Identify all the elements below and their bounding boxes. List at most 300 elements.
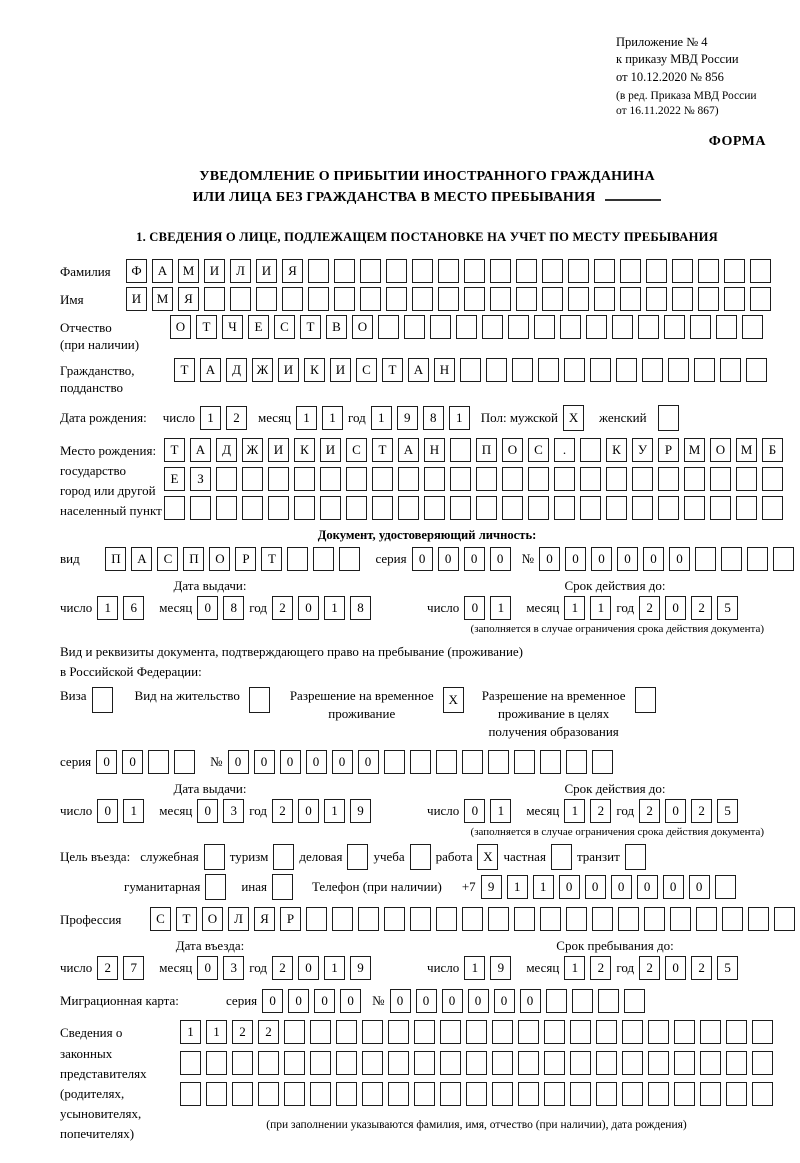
form-cell[interactable]: 2 bbox=[226, 406, 247, 430]
form-cell[interactable]: 0 bbox=[390, 989, 411, 1013]
form-cell[interactable] bbox=[544, 1020, 565, 1044]
form-cell[interactable] bbox=[568, 287, 589, 311]
form-cell[interactable] bbox=[534, 315, 555, 339]
form-cell[interactable]: 0 bbox=[288, 989, 309, 1013]
form-cell[interactable] bbox=[204, 287, 225, 311]
form-cell[interactable] bbox=[502, 496, 523, 520]
form-cell[interactable] bbox=[230, 287, 251, 311]
form-cell[interactable]: 3 bbox=[223, 799, 244, 823]
form-cell[interactable]: Т bbox=[164, 438, 185, 462]
form-cell[interactable] bbox=[544, 1082, 565, 1106]
form-cell[interactable] bbox=[242, 467, 263, 491]
form-cell[interactable] bbox=[388, 1082, 409, 1106]
form-cell[interactable]: 0 bbox=[122, 750, 143, 774]
form-cell[interactable] bbox=[488, 750, 509, 774]
form-cell[interactable]: 1 bbox=[464, 956, 485, 980]
temp-residence-education-checkbox[interactable] bbox=[635, 687, 656, 713]
form-cell[interactable] bbox=[216, 496, 237, 520]
form-cell[interactable]: 0 bbox=[689, 875, 710, 899]
form-cell[interactable] bbox=[412, 259, 433, 283]
form-cell[interactable] bbox=[750, 287, 771, 311]
form-cell[interactable] bbox=[596, 1051, 617, 1075]
form-cell[interactable] bbox=[624, 989, 645, 1013]
form-cell[interactable] bbox=[464, 287, 485, 311]
form-cell[interactable]: 0 bbox=[520, 989, 541, 1013]
form-cell[interactable]: Т bbox=[372, 438, 393, 462]
purpose-tourism-checkbox[interactable] bbox=[273, 844, 294, 870]
form-cell[interactable] bbox=[646, 287, 667, 311]
form-cell[interactable]: 2 bbox=[691, 596, 712, 620]
form-cell[interactable] bbox=[424, 467, 445, 491]
form-cell[interactable]: 1 bbox=[324, 596, 345, 620]
form-cell[interactable]: С bbox=[356, 358, 377, 382]
form-cell[interactable]: И bbox=[278, 358, 299, 382]
form-cell[interactable] bbox=[648, 1020, 669, 1044]
form-cell[interactable] bbox=[284, 1082, 305, 1106]
form-cell[interactable]: 9 bbox=[481, 875, 502, 899]
form-cell[interactable] bbox=[742, 315, 763, 339]
form-cell[interactable]: М bbox=[736, 438, 757, 462]
form-cell[interactable] bbox=[436, 750, 457, 774]
form-cell[interactable] bbox=[700, 1082, 721, 1106]
form-cell[interactable] bbox=[570, 1051, 591, 1075]
form-cell[interactable]: А bbox=[190, 438, 211, 462]
form-cell[interactable]: Л bbox=[230, 259, 251, 283]
form-cell[interactable]: А bbox=[398, 438, 419, 462]
form-cell[interactable] bbox=[720, 358, 741, 382]
form-cell[interactable] bbox=[414, 1051, 435, 1075]
form-cell[interactable] bbox=[518, 1082, 539, 1106]
form-cell[interactable] bbox=[438, 287, 459, 311]
form-cell[interactable]: 1 bbox=[371, 406, 392, 430]
form-cell[interactable]: 2 bbox=[590, 956, 611, 980]
form-cell[interactable] bbox=[580, 496, 601, 520]
form-cell[interactable] bbox=[518, 1051, 539, 1075]
form-cell[interactable]: 1 bbox=[324, 956, 345, 980]
form-cell[interactable] bbox=[724, 259, 745, 283]
form-cell[interactable]: 0 bbox=[559, 875, 580, 899]
form-cell[interactable] bbox=[360, 259, 381, 283]
form-cell[interactable] bbox=[258, 1082, 279, 1106]
form-cell[interactable] bbox=[690, 315, 711, 339]
residence-checkbox[interactable] bbox=[249, 687, 270, 713]
form-cell[interactable] bbox=[554, 467, 575, 491]
form-cell[interactable]: 1 bbox=[206, 1020, 227, 1044]
form-cell[interactable] bbox=[294, 467, 315, 491]
form-cell[interactable] bbox=[310, 1020, 331, 1044]
form-cell[interactable]: 0 bbox=[464, 547, 485, 571]
form-cell[interactable]: 1 bbox=[296, 406, 317, 430]
form-cell[interactable]: П bbox=[476, 438, 497, 462]
form-cell[interactable]: 6 bbox=[123, 596, 144, 620]
form-cell[interactable] bbox=[313, 547, 334, 571]
form-cell[interactable] bbox=[287, 547, 308, 571]
form-cell[interactable]: 0 bbox=[663, 875, 684, 899]
form-cell[interactable] bbox=[774, 907, 795, 931]
form-cell[interactable] bbox=[674, 1051, 695, 1075]
form-cell[interactable]: 2 bbox=[639, 799, 660, 823]
form-cell[interactable]: 0 bbox=[332, 750, 353, 774]
form-cell[interactable]: 0 bbox=[298, 596, 319, 620]
form-cell[interactable]: А bbox=[408, 358, 429, 382]
form-cell[interactable]: 0 bbox=[611, 875, 632, 899]
form-cell[interactable]: 2 bbox=[639, 596, 660, 620]
form-cell[interactable]: 0 bbox=[228, 750, 249, 774]
form-cell[interactable]: К bbox=[294, 438, 315, 462]
form-cell[interactable]: 2 bbox=[691, 799, 712, 823]
form-cell[interactable] bbox=[486, 358, 507, 382]
form-cell[interactable]: 0 bbox=[669, 547, 690, 571]
form-cell[interactable]: 8 bbox=[423, 406, 444, 430]
form-cell[interactable]: Д bbox=[226, 358, 247, 382]
form-cell[interactable] bbox=[590, 358, 611, 382]
form-cell[interactable] bbox=[450, 467, 471, 491]
form-cell[interactable]: Я bbox=[282, 259, 303, 283]
visa-checkbox[interactable] bbox=[92, 687, 113, 713]
form-cell[interactable] bbox=[466, 1082, 487, 1106]
form-cell[interactable]: 1 bbox=[564, 956, 585, 980]
form-cell[interactable]: 0 bbox=[306, 750, 327, 774]
form-cell[interactable] bbox=[560, 315, 581, 339]
form-cell[interactable] bbox=[750, 259, 771, 283]
form-cell[interactable]: И bbox=[330, 358, 351, 382]
form-cell[interactable] bbox=[384, 750, 405, 774]
form-cell[interactable] bbox=[592, 750, 613, 774]
form-cell[interactable] bbox=[466, 1051, 487, 1075]
form-cell[interactable] bbox=[436, 907, 457, 931]
form-cell[interactable] bbox=[716, 315, 737, 339]
form-cell[interactable] bbox=[632, 496, 653, 520]
form-cell[interactable] bbox=[398, 496, 419, 520]
form-cell[interactable]: 0 bbox=[464, 799, 485, 823]
form-cell[interactable] bbox=[466, 1020, 487, 1044]
form-cell[interactable]: 0 bbox=[539, 547, 560, 571]
form-cell[interactable]: К bbox=[304, 358, 325, 382]
form-cell[interactable]: Я bbox=[178, 287, 199, 311]
form-cell[interactable] bbox=[516, 287, 537, 311]
form-cell[interactable]: 1 bbox=[123, 799, 144, 823]
form-cell[interactable] bbox=[512, 358, 533, 382]
form-cell[interactable] bbox=[372, 496, 393, 520]
form-cell[interactable] bbox=[294, 496, 315, 520]
form-cell[interactable] bbox=[268, 467, 289, 491]
form-cell[interactable] bbox=[664, 315, 685, 339]
form-cell[interactable] bbox=[332, 907, 353, 931]
form-cell[interactable] bbox=[721, 547, 742, 571]
form-cell[interactable] bbox=[386, 287, 407, 311]
form-cell[interactable]: Д bbox=[216, 438, 237, 462]
form-cell[interactable] bbox=[638, 315, 659, 339]
form-cell[interactable] bbox=[773, 547, 794, 571]
form-cell[interactable] bbox=[596, 1020, 617, 1044]
form-cell[interactable] bbox=[540, 750, 561, 774]
form-cell[interactable]: Н bbox=[434, 358, 455, 382]
form-cell[interactable]: А bbox=[200, 358, 221, 382]
form-cell[interactable] bbox=[460, 358, 481, 382]
form-cell[interactable] bbox=[762, 467, 783, 491]
form-cell[interactable]: 1 bbox=[97, 596, 118, 620]
form-cell[interactable] bbox=[594, 259, 615, 283]
form-cell[interactable]: 9 bbox=[350, 799, 371, 823]
form-cell[interactable]: 1 bbox=[564, 596, 585, 620]
form-cell[interactable]: О bbox=[502, 438, 523, 462]
form-cell[interactable] bbox=[596, 1082, 617, 1106]
form-cell[interactable]: 0 bbox=[416, 989, 437, 1013]
form-cell[interactable] bbox=[598, 989, 619, 1013]
form-cell[interactable]: 0 bbox=[468, 989, 489, 1013]
form-cell[interactable]: 9 bbox=[397, 406, 418, 430]
form-cell[interactable] bbox=[580, 438, 601, 462]
form-cell[interactable] bbox=[388, 1051, 409, 1075]
form-cell[interactable]: 3 bbox=[223, 956, 244, 980]
form-cell[interactable] bbox=[674, 1082, 695, 1106]
form-cell[interactable] bbox=[310, 1051, 331, 1075]
form-cell[interactable]: Б bbox=[762, 438, 783, 462]
form-cell[interactable] bbox=[684, 496, 705, 520]
form-cell[interactable] bbox=[658, 467, 679, 491]
form-cell[interactable] bbox=[566, 907, 587, 931]
form-cell[interactable]: 1 bbox=[324, 799, 345, 823]
form-cell[interactable] bbox=[684, 467, 705, 491]
form-cell[interactable]: Е bbox=[164, 467, 185, 491]
form-cell[interactable]: 0 bbox=[197, 956, 218, 980]
form-cell[interactable]: 2 bbox=[232, 1020, 253, 1044]
form-cell[interactable] bbox=[554, 496, 575, 520]
form-cell[interactable] bbox=[492, 1082, 513, 1106]
form-cell[interactable] bbox=[528, 467, 549, 491]
form-cell[interactable]: И bbox=[126, 287, 147, 311]
form-cell[interactable] bbox=[622, 1082, 643, 1106]
form-cell[interactable]: 0 bbox=[96, 750, 117, 774]
form-cell[interactable] bbox=[528, 496, 549, 520]
form-cell[interactable]: 0 bbox=[494, 989, 515, 1013]
form-cell[interactable] bbox=[386, 259, 407, 283]
form-cell[interactable] bbox=[570, 1082, 591, 1106]
form-cell[interactable] bbox=[180, 1051, 201, 1075]
temp-residence-checkbox[interactable]: X bbox=[443, 687, 464, 713]
form-cell[interactable]: И bbox=[320, 438, 341, 462]
purpose-humanitarian-checkbox[interactable] bbox=[205, 874, 226, 900]
form-cell[interactable]: С bbox=[346, 438, 367, 462]
form-cell[interactable] bbox=[542, 287, 563, 311]
form-cell[interactable]: 0 bbox=[617, 547, 638, 571]
form-cell[interactable] bbox=[282, 287, 303, 311]
form-cell[interactable] bbox=[180, 1082, 201, 1106]
form-cell[interactable]: 9 bbox=[350, 956, 371, 980]
form-cell[interactable] bbox=[336, 1020, 357, 1044]
form-cell[interactable]: У bbox=[632, 438, 653, 462]
sex-female-checkbox[interactable] bbox=[658, 405, 679, 431]
form-cell[interactable] bbox=[346, 496, 367, 520]
form-cell[interactable]: 5 bbox=[717, 596, 738, 620]
form-cell[interactable]: 0 bbox=[637, 875, 658, 899]
form-cell[interactable]: Я bbox=[254, 907, 275, 931]
form-cell[interactable]: 2 bbox=[272, 799, 293, 823]
form-cell[interactable]: З bbox=[190, 467, 211, 491]
form-cell[interactable]: Н bbox=[424, 438, 445, 462]
form-cell[interactable] bbox=[606, 467, 627, 491]
form-cell[interactable]: 0 bbox=[665, 799, 686, 823]
form-cell[interactable]: С bbox=[157, 547, 178, 571]
form-cell[interactable]: 5 bbox=[717, 956, 738, 980]
form-cell[interactable]: И bbox=[268, 438, 289, 462]
form-cell[interactable] bbox=[334, 259, 355, 283]
form-cell[interactable]: Т bbox=[261, 547, 282, 571]
form-cell[interactable] bbox=[620, 287, 641, 311]
form-cell[interactable] bbox=[476, 467, 497, 491]
form-cell[interactable]: 1 bbox=[533, 875, 554, 899]
form-cell[interactable]: 0 bbox=[643, 547, 664, 571]
form-cell[interactable] bbox=[490, 259, 511, 283]
form-cell[interactable] bbox=[508, 315, 529, 339]
form-cell[interactable] bbox=[632, 467, 653, 491]
form-cell[interactable] bbox=[424, 496, 445, 520]
form-cell[interactable] bbox=[546, 989, 567, 1013]
form-cell[interactable] bbox=[284, 1051, 305, 1075]
form-cell[interactable] bbox=[372, 467, 393, 491]
form-cell[interactable] bbox=[308, 259, 329, 283]
form-cell[interactable] bbox=[672, 259, 693, 283]
form-cell[interactable]: О bbox=[710, 438, 731, 462]
form-cell[interactable] bbox=[362, 1082, 383, 1106]
form-cell[interactable]: 1 bbox=[180, 1020, 201, 1044]
form-cell[interactable] bbox=[726, 1082, 747, 1106]
form-cell[interactable]: О bbox=[352, 315, 373, 339]
form-cell[interactable]: 1 bbox=[564, 799, 585, 823]
form-cell[interactable] bbox=[748, 907, 769, 931]
form-cell[interactable]: Е bbox=[248, 315, 269, 339]
form-cell[interactable]: 0 bbox=[665, 956, 686, 980]
form-cell[interactable] bbox=[544, 1051, 565, 1075]
form-cell[interactable] bbox=[464, 259, 485, 283]
form-cell[interactable] bbox=[724, 287, 745, 311]
form-cell[interactable] bbox=[514, 907, 535, 931]
form-cell[interactable]: 0 bbox=[298, 799, 319, 823]
form-cell[interactable] bbox=[672, 287, 693, 311]
form-cell[interactable] bbox=[482, 315, 503, 339]
form-cell[interactable] bbox=[308, 287, 329, 311]
form-cell[interactable] bbox=[306, 907, 327, 931]
form-cell[interactable] bbox=[440, 1051, 461, 1075]
form-cell[interactable]: 1 bbox=[449, 406, 470, 430]
form-cell[interactable] bbox=[242, 496, 263, 520]
form-cell[interactable] bbox=[362, 1051, 383, 1075]
form-cell[interactable]: Ж bbox=[242, 438, 263, 462]
form-cell[interactable] bbox=[752, 1020, 773, 1044]
form-cell[interactable] bbox=[232, 1082, 253, 1106]
sex-male-checkbox[interactable]: X bbox=[563, 405, 584, 431]
form-cell[interactable] bbox=[658, 496, 679, 520]
form-cell[interactable]: 0 bbox=[412, 547, 433, 571]
form-cell[interactable]: 2 bbox=[691, 956, 712, 980]
form-cell[interactable]: Р bbox=[235, 547, 256, 571]
form-cell[interactable] bbox=[410, 750, 431, 774]
form-cell[interactable] bbox=[462, 907, 483, 931]
form-cell[interactable]: 1 bbox=[490, 596, 511, 620]
form-cell[interactable]: Т bbox=[196, 315, 217, 339]
form-cell[interactable]: 0 bbox=[490, 547, 511, 571]
form-cell[interactable]: 0 bbox=[442, 989, 463, 1013]
form-cell[interactable]: 2 bbox=[97, 956, 118, 980]
form-cell[interactable] bbox=[586, 315, 607, 339]
form-cell[interactable]: А bbox=[131, 547, 152, 571]
form-cell[interactable] bbox=[668, 358, 689, 382]
form-cell[interactable] bbox=[414, 1020, 435, 1044]
form-cell[interactable]: 2 bbox=[272, 596, 293, 620]
form-cell[interactable] bbox=[284, 1020, 305, 1044]
form-cell[interactable] bbox=[618, 907, 639, 931]
form-cell[interactable] bbox=[456, 315, 477, 339]
form-cell[interactable] bbox=[492, 1020, 513, 1044]
form-cell[interactable]: Т bbox=[300, 315, 321, 339]
form-cell[interactable] bbox=[346, 467, 367, 491]
form-cell[interactable]: 0 bbox=[358, 750, 379, 774]
form-cell[interactable]: 2 bbox=[272, 956, 293, 980]
form-cell[interactable] bbox=[622, 1020, 643, 1044]
form-cell[interactable] bbox=[642, 358, 663, 382]
form-cell[interactable]: 8 bbox=[223, 596, 244, 620]
form-cell[interactable]: Ф bbox=[126, 259, 147, 283]
form-cell[interactable]: В bbox=[326, 315, 347, 339]
form-cell[interactable]: Р bbox=[280, 907, 301, 931]
form-cell[interactable] bbox=[606, 496, 627, 520]
form-cell[interactable]: 9 bbox=[490, 956, 511, 980]
form-cell[interactable]: Т bbox=[382, 358, 403, 382]
form-cell[interactable] bbox=[646, 259, 667, 283]
form-cell[interactable] bbox=[358, 907, 379, 931]
form-cell[interactable]: А bbox=[152, 259, 173, 283]
form-cell[interactable] bbox=[726, 1020, 747, 1044]
form-cell[interactable]: С bbox=[274, 315, 295, 339]
form-cell[interactable]: . bbox=[554, 438, 575, 462]
form-cell[interactable]: Ж bbox=[252, 358, 273, 382]
form-cell[interactable] bbox=[674, 1020, 695, 1044]
form-cell[interactable]: 8 bbox=[350, 596, 371, 620]
form-cell[interactable] bbox=[412, 287, 433, 311]
form-cell[interactable]: Ч bbox=[222, 315, 243, 339]
form-cell[interactable] bbox=[700, 1051, 721, 1075]
form-cell[interactable] bbox=[698, 259, 719, 283]
form-cell[interactable]: О bbox=[209, 547, 230, 571]
form-cell[interactable] bbox=[670, 907, 691, 931]
form-cell[interactable] bbox=[398, 467, 419, 491]
form-cell[interactable] bbox=[232, 1051, 253, 1075]
form-cell[interactable]: 0 bbox=[197, 799, 218, 823]
form-cell[interactable] bbox=[490, 287, 511, 311]
form-cell[interactable] bbox=[174, 750, 195, 774]
form-cell[interactable] bbox=[715, 875, 736, 899]
form-cell[interactable]: 2 bbox=[258, 1020, 279, 1044]
form-cell[interactable] bbox=[362, 1020, 383, 1044]
form-cell[interactable] bbox=[722, 907, 743, 931]
form-cell[interactable]: С bbox=[528, 438, 549, 462]
form-cell[interactable] bbox=[594, 287, 615, 311]
form-cell[interactable]: 1 bbox=[490, 799, 511, 823]
form-cell[interactable]: 0 bbox=[340, 989, 361, 1013]
form-cell[interactable] bbox=[762, 496, 783, 520]
form-cell[interactable]: М bbox=[152, 287, 173, 311]
form-cell[interactable] bbox=[360, 287, 381, 311]
form-cell[interactable]: П bbox=[183, 547, 204, 571]
form-cell[interactable]: К bbox=[606, 438, 627, 462]
form-cell[interactable] bbox=[440, 1020, 461, 1044]
form-cell[interactable] bbox=[388, 1020, 409, 1044]
form-cell[interactable] bbox=[700, 1020, 721, 1044]
form-cell[interactable]: 0 bbox=[464, 596, 485, 620]
form-cell[interactable] bbox=[620, 259, 641, 283]
purpose-transit-checkbox[interactable] bbox=[625, 844, 646, 870]
form-cell[interactable] bbox=[648, 1051, 669, 1075]
